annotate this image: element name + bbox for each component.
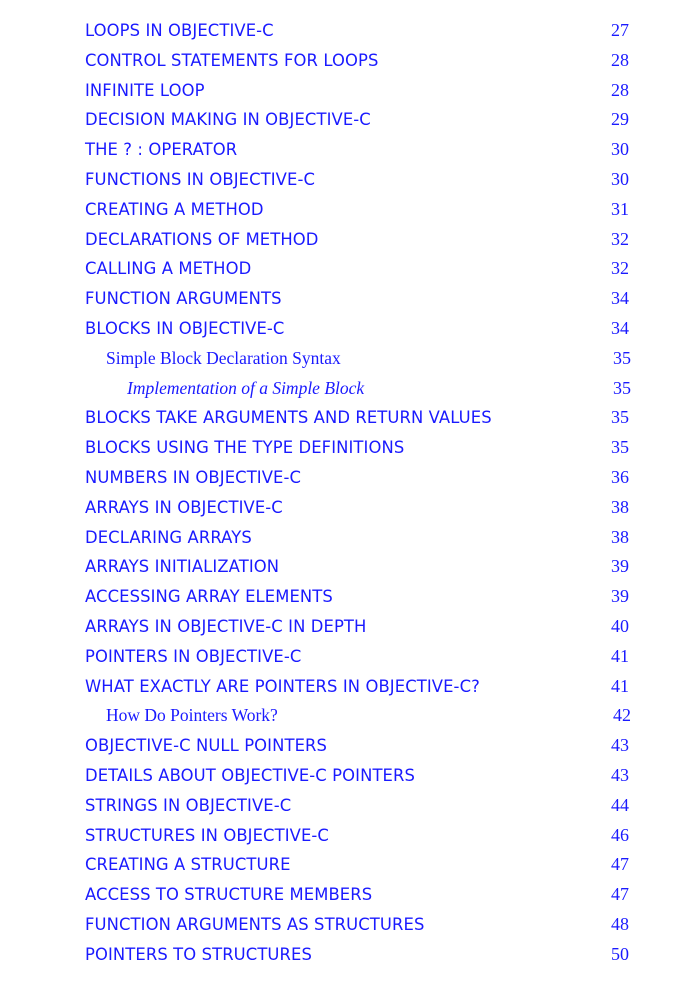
toc-entry[interactable] bbox=[0, 374, 691, 404]
toc-entry-title[interactable]: Simple Block Declaration Syntax bbox=[106, 347, 341, 368]
toc-entry[interactable] bbox=[0, 195, 691, 225]
toc-entry[interactable] bbox=[0, 403, 691, 433]
toc-entry-page-number[interactable]: 35 bbox=[613, 377, 631, 398]
toc-entry[interactable] bbox=[0, 582, 691, 612]
table-of-contents bbox=[0, 16, 691, 970]
toc-entry-page-number[interactable]: 34 bbox=[611, 317, 629, 338]
toc-entry-page-number[interactable]: 36 bbox=[611, 466, 629, 487]
toc-entry-title[interactable]: ARRAYS INITIALIZATION bbox=[85, 557, 280, 577]
toc-entry-page-number[interactable]: 47 bbox=[611, 854, 629, 875]
toc-entry[interactable] bbox=[0, 701, 691, 731]
toc-entry-page-number[interactable]: 38 bbox=[611, 496, 629, 517]
toc-entry-page-number[interactable]: 42 bbox=[613, 705, 631, 726]
toc-entry-title[interactable]: ACCESS TO STRUCTURE MEMBERS bbox=[85, 885, 373, 905]
toc-entry[interactable] bbox=[0, 76, 691, 106]
toc-entry-title[interactable]: Implementation of a Simple Block bbox=[127, 377, 365, 398]
toc-entry[interactable] bbox=[0, 731, 691, 761]
toc-entry-page-number[interactable]: 28 bbox=[611, 49, 629, 70]
toc-entry-page-number[interactable]: 41 bbox=[611, 645, 629, 666]
toc-entry-title[interactable]: CREATING A STRUCTURE bbox=[85, 855, 291, 875]
toc-entry-page-number[interactable]: 35 bbox=[613, 347, 631, 368]
toc-entry-title[interactable]: CALLING A METHOD bbox=[85, 259, 252, 279]
toc-entry[interactable] bbox=[0, 642, 691, 672]
toc-entry[interactable] bbox=[0, 254, 691, 284]
toc-entry-page-number[interactable]: 32 bbox=[611, 258, 629, 279]
toc-entry-title[interactable]: DECISION MAKING IN OBJECTIVE-C bbox=[85, 110, 371, 130]
toc-entry-page-number[interactable]: 46 bbox=[611, 824, 629, 845]
toc-entry-page-number[interactable]: 31 bbox=[611, 198, 629, 219]
toc-entry-page-number[interactable]: 34 bbox=[611, 288, 629, 309]
toc-entry-page-number[interactable]: 43 bbox=[611, 735, 629, 756]
toc-entry-title[interactable]: POINTERS TO STRUCTURES bbox=[85, 944, 312, 964]
toc-entry-page-number[interactable]: 38 bbox=[611, 526, 629, 547]
toc-entry-title[interactable]: DECLARATIONS OF METHOD bbox=[85, 229, 319, 249]
toc-entry[interactable] bbox=[0, 940, 691, 970]
toc-entry[interactable] bbox=[0, 284, 691, 314]
toc-entry-title[interactable]: OBJECTIVE-C NULL POINTERS bbox=[85, 736, 328, 756]
toc-entry[interactable] bbox=[0, 225, 691, 255]
toc-entry[interactable] bbox=[0, 16, 691, 46]
toc-entry[interactable] bbox=[0, 165, 691, 195]
toc-entry[interactable] bbox=[0, 105, 691, 135]
toc-entry-title[interactable]: ACCESSING ARRAY ELEMENTS bbox=[85, 587, 333, 607]
toc-entry-title[interactable]: FUNCTION ARGUMENTS bbox=[85, 289, 282, 309]
toc-entry-page-number[interactable]: 27 bbox=[611, 20, 629, 40]
toc-entry-page-number[interactable]: 32 bbox=[611, 228, 629, 249]
toc-entry-title[interactable]: INFINITE LOOP bbox=[85, 80, 205, 100]
toc-entry-title[interactable]: DECLARING ARRAYS bbox=[85, 527, 252, 547]
toc-entry-title[interactable]: THE ? : OPERATOR bbox=[85, 140, 238, 160]
toc-entry-title[interactable]: ARRAYS IN OBJECTIVE-C IN DEPTH bbox=[85, 616, 367, 636]
toc-entry[interactable] bbox=[0, 433, 691, 463]
toc-entry-page-number[interactable]: 29 bbox=[611, 109, 629, 130]
toc-entry-title[interactable]: FUNCTIONS IN OBJECTIVE-C bbox=[85, 169, 316, 189]
toc-entry-title[interactable]: STRUCTURES IN OBJECTIVE-C bbox=[85, 825, 329, 845]
toc-entry-title[interactable]: FUNCTION ARGUMENTS AS STRUCTURES bbox=[85, 914, 425, 934]
toc-entry[interactable] bbox=[0, 314, 691, 344]
toc-entry-page-number[interactable]: 41 bbox=[611, 675, 629, 696]
toc-entry-page-number[interactable]: 48 bbox=[611, 913, 629, 934]
toc-entry-title[interactable]: ARRAYS IN OBJECTIVE-C bbox=[85, 497, 283, 517]
toc-entry-title[interactable]: CREATING A METHOD bbox=[85, 199, 264, 219]
toc-entry[interactable] bbox=[0, 791, 691, 821]
toc-entry[interactable] bbox=[0, 821, 691, 851]
toc-entry-title[interactable]: BLOCKS TAKE ARGUMENTS AND RETURN VALUES bbox=[85, 408, 492, 428]
toc-entry-page-number[interactable]: 44 bbox=[611, 794, 629, 815]
toc-entry-title[interactable]: NUMBERS IN OBJECTIVE-C bbox=[85, 467, 302, 487]
toc-entry[interactable] bbox=[0, 46, 691, 76]
toc-entry[interactable] bbox=[0, 493, 691, 523]
toc-entry-title[interactable]: How Do Pointers Work? bbox=[106, 705, 278, 726]
toc-entry[interactable] bbox=[0, 135, 691, 165]
toc-entry-page-number[interactable]: 39 bbox=[611, 586, 629, 607]
toc-entry[interactable] bbox=[0, 910, 691, 940]
toc-entry-page-number[interactable]: 40 bbox=[611, 615, 629, 636]
toc-entry-title[interactable]: STRINGS IN OBJECTIVE-C bbox=[85, 795, 292, 815]
toc-entry-page-number[interactable]: 35 bbox=[611, 437, 629, 458]
toc-entry-page-number[interactable]: 43 bbox=[611, 764, 629, 785]
toc-entry-title[interactable]: LOOPS IN OBJECTIVE-C bbox=[85, 21, 274, 40]
toc-entry[interactable] bbox=[0, 672, 691, 702]
toc-entry[interactable] bbox=[0, 523, 691, 553]
toc-entry-page-number[interactable]: 30 bbox=[611, 168, 629, 189]
toc-entry[interactable] bbox=[0, 463, 691, 493]
toc-entry-page-number[interactable]: 35 bbox=[611, 407, 629, 428]
toc-entry[interactable] bbox=[0, 552, 691, 582]
toc-entry[interactable] bbox=[0, 850, 691, 880]
toc-entry[interactable] bbox=[0, 880, 691, 910]
toc-entry-title[interactable]: BLOCKS IN OBJECTIVE-C bbox=[85, 318, 285, 338]
toc-entry-page-number[interactable]: 47 bbox=[611, 884, 629, 905]
toc-entry-page-number[interactable]: 50 bbox=[611, 943, 629, 964]
toc-entry-title[interactable]: BLOCKS USING THE TYPE DEFINITIONS bbox=[85, 438, 405, 458]
toc-entry[interactable] bbox=[0, 612, 691, 642]
toc-entry-page-number[interactable]: 30 bbox=[611, 139, 629, 160]
toc-entry[interactable] bbox=[0, 344, 691, 374]
toc-entry-page-number[interactable]: 28 bbox=[611, 79, 629, 100]
toc-entry[interactable] bbox=[0, 761, 691, 791]
toc-entry-title[interactable]: WHAT EXACTLY ARE POINTERS IN OBJECTIVE-C? bbox=[85, 676, 480, 696]
toc-entry-title[interactable]: POINTERS IN OBJECTIVE-C bbox=[85, 646, 302, 666]
toc-entry-title[interactable]: CONTROL STATEMENTS FOR LOOPS bbox=[85, 50, 379, 70]
toc-entry-page-number[interactable]: 39 bbox=[611, 556, 629, 577]
toc-entry-title[interactable]: DETAILS ABOUT OBJECTIVE-C POINTERS bbox=[85, 765, 416, 785]
